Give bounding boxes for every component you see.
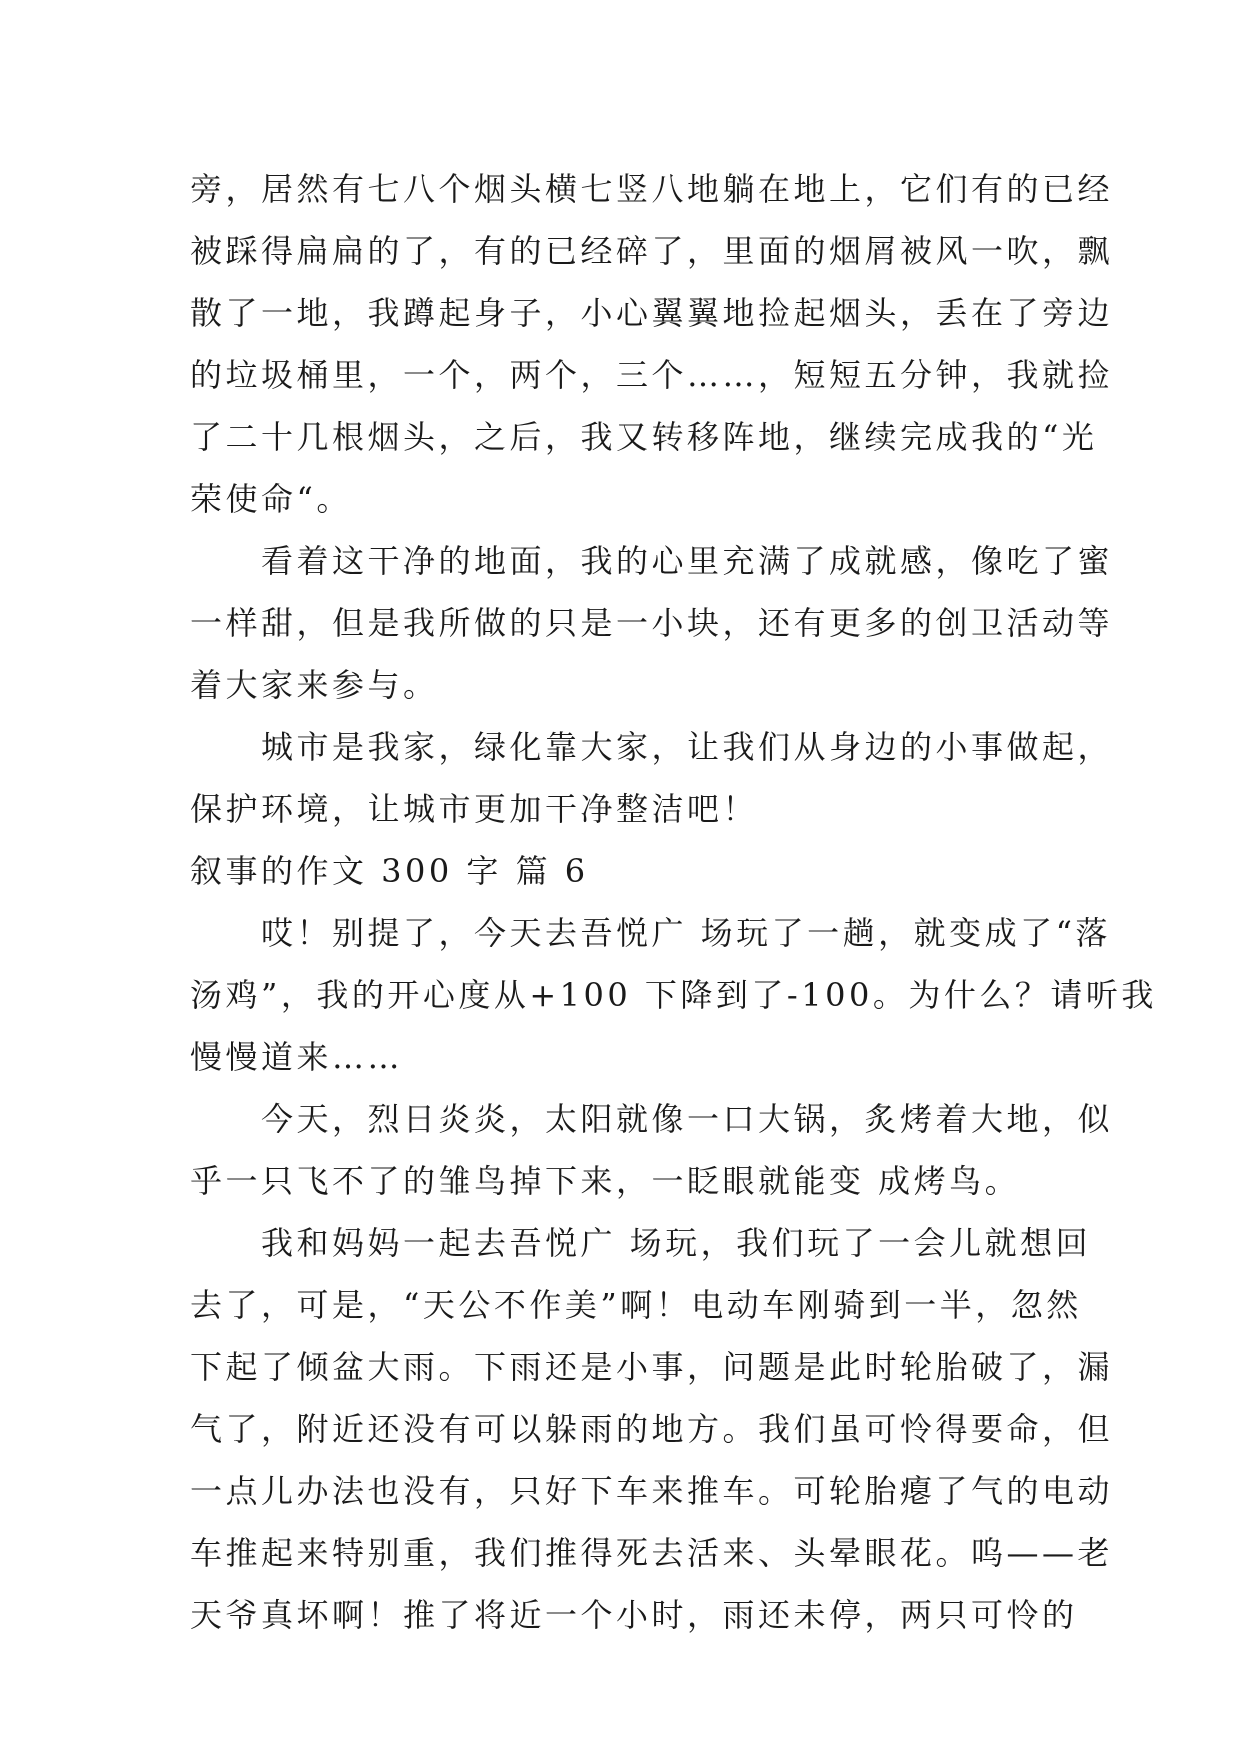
text-line: 旁，居然有七八个烟头横七竖八地躺在地上，它们有的已经 [190,170,1114,208]
text-line: 被踩得扁扁的了，有的已经碎了，里面的烟屑被风一吹，飘 [190,232,1114,270]
text-line: 看着这干净的地面，我的心里充满了成就感，像吃了蜜 [190,542,1114,580]
text-line: 的垃圾桶里，一个，两个，三个……，短短五分钟，我就捡 [190,356,1114,394]
text-line: 哎！别提了，今天去吾悦广 场玩了一趟，就变成了“落 [190,914,1112,952]
text-line: 汤鸡”，我的开心度从+100 下降到了-100。为什么？请听我 [190,976,1157,1014]
text-line: 今天，烈日炎炎，太阳就像一口大锅，炙烤着大地，似 [190,1100,1114,1138]
text-line: 一样甜，但是我所做的只是一小块，还有更多的创卫活动等 [190,604,1114,642]
text-line: 车推起来特别重，我们推得死去活来、头晕眼花。呜——老 [190,1534,1114,1572]
text-line: 一点儿办法也没有，只好下车来推车。可轮胎瘪了气的电动 [190,1472,1114,1510]
text-line: 气了，附近还没有可以躲雨的地方。我们虽可怜得要命，但 [190,1410,1114,1448]
text-line: 下起了倾盆大雨。下雨还是小事，问题是此时轮胎破了，漏 [190,1348,1114,1386]
text-line: 乎一只飞不了的雏鸟掉下来，一眨眼就能变 成烤鸟。 [190,1162,1021,1200]
text-line: 去了，可是，“天公不作美”啊！电动车刚骑到一半，忽然 [190,1286,1082,1324]
text-line: 城市是我家，绿化靠大家，让我们从身边的小事做起， [190,728,1114,766]
text-line: 天爷真坏啊！推了将近一个小时，雨还未停，两只可怜的 [190,1596,1078,1634]
text-line: 散了一地，我蹲起身子，小心翼翼地捡起烟头，丢在了旁边 [190,294,1114,332]
text-line: 着大家来参与。 [190,666,439,704]
text-line: 荣使命“。 [190,480,352,518]
section-heading: 叙事的作文 300 字 篇 6 [190,852,589,890]
text-line: 了二十几根烟头，之后，我又转移阵地，继续完成我的“光 [190,418,1098,456]
text-line: 慢慢道来…… [190,1038,404,1076]
text-line: 我和妈妈一起去吾悦广 场玩，我们玩了一会儿就想回 [190,1224,1092,1262]
text-line: 保护环境，让城市更加干净整洁吧！ [190,790,759,828]
